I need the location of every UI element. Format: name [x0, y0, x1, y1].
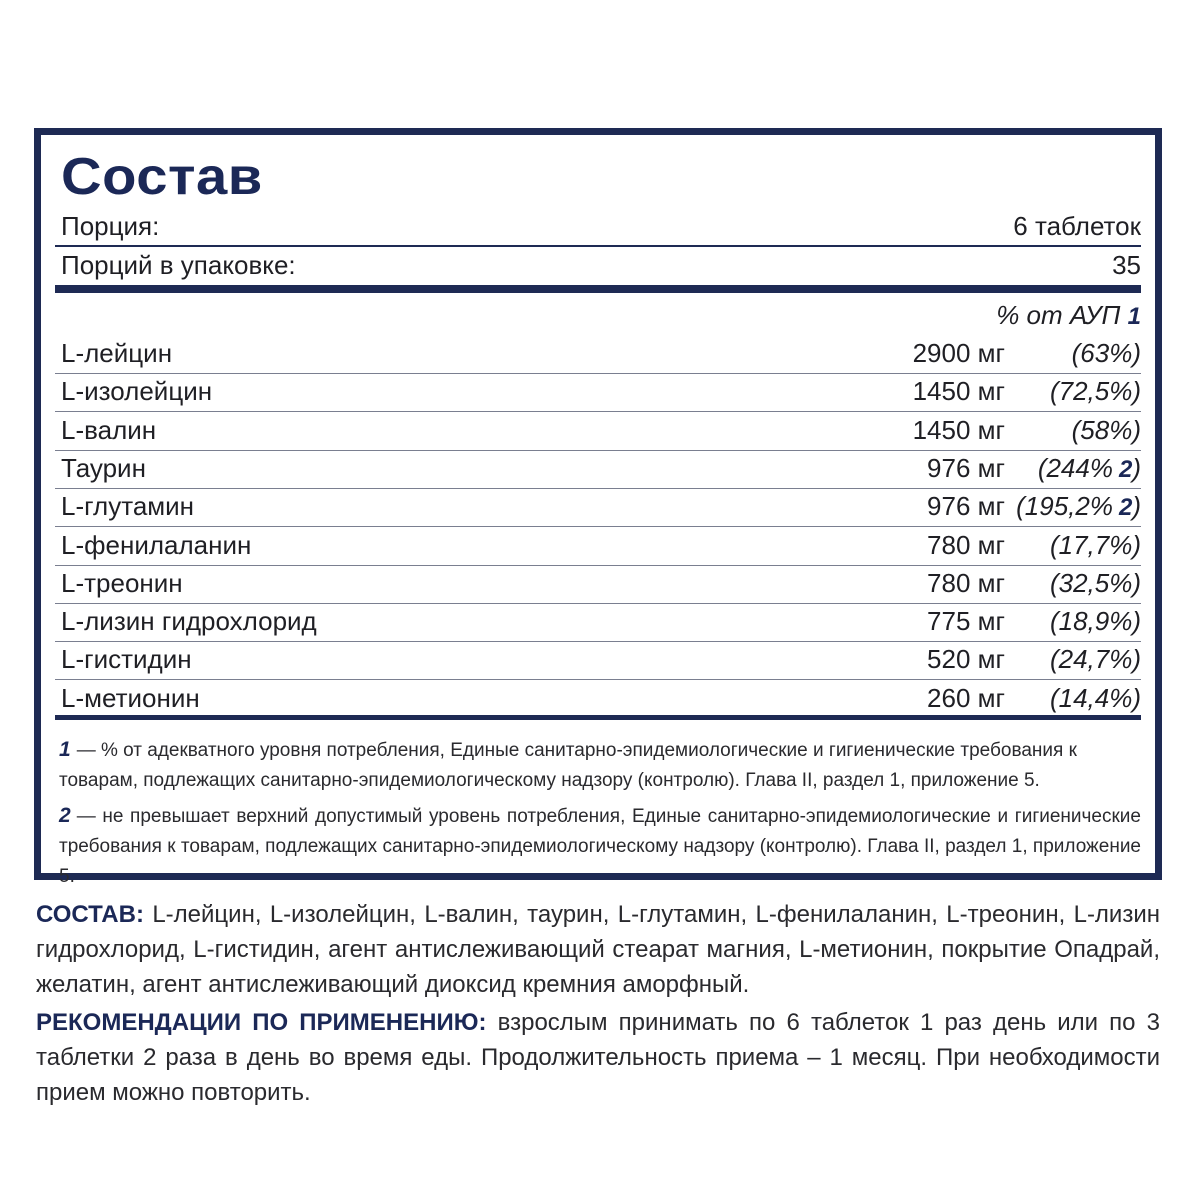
- ingredient-percent-value: (72,5%): [1049, 376, 1141, 407]
- row-divider: [55, 411, 1141, 412]
- usage-body: взрослым принимать по 6 таблеток 1 раз день или по 3 таблетки 2 раза в день во время еды. Продолжительность приема – 1 месяц. При необходимости прием можно повторить.: [36, 1009, 1161, 1106]
- row-divider: [55, 450, 1141, 451]
- ingredient-percent-value: (32,5%): [1049, 567, 1141, 598]
- row-divider: [55, 679, 1141, 680]
- portion-label: Порция:: [61, 211, 160, 241]
- footnote-number: 2: [59, 804, 71, 827]
- usage-text: [36, 1005, 1160, 1110]
- ingredient-amount: 1450 мг: [912, 376, 1005, 407]
- row-divider: [55, 373, 1141, 374]
- usage-heading: РЕКОМЕНДАЦИИ ПО ПРИМЕНЕНИЮ:: [36, 1009, 487, 1036]
- ingredient-name: L-фенилаланин: [61, 529, 252, 560]
- ingredient-name: L-лизин гидрохлорид: [61, 606, 317, 637]
- ingredient-amount: 775 мг: [927, 606, 1005, 637]
- ingredient-percent: [1071, 414, 1141, 445]
- thick-divider: [55, 285, 1141, 293]
- row-divider: [55, 526, 1141, 527]
- ingredient-percent: [1049, 567, 1141, 598]
- ingredient-name: L-глутамин: [61, 491, 195, 522]
- ingredient-percent: [1049, 376, 1141, 407]
- row-divider: [55, 603, 1141, 604]
- ingredient-percent-value: (195,2%: [1016, 491, 1113, 522]
- row-divider: [55, 641, 1141, 642]
- ingredient-name: L-лейцин: [61, 338, 173, 368]
- ingredient-amount: 520 мг: [927, 644, 1005, 675]
- composition-panel: [34, 128, 1162, 887]
- ingredient-percent: [1037, 452, 1141, 483]
- ingredient-name: L-метионин: [61, 682, 200, 713]
- panel-inner: [55, 135, 1141, 887]
- portions-per-pack-value: 35: [1112, 250, 1141, 280]
- ingredient-name: L-гистидин: [61, 644, 192, 675]
- composition-heading: СОСТАВ:: [36, 901, 144, 928]
- ingredient-percent-value: (18,9%): [1049, 606, 1141, 637]
- ingredient-percent-value: (244%: [1037, 452, 1113, 483]
- ingredient-amount: 780 мг: [927, 529, 1005, 560]
- ingredient-name: L-изолейцин: [61, 376, 213, 407]
- ingredient-percent: [1072, 340, 1141, 366]
- footnote-text: — не превышает верхний допустимый уровень потребления, Единые санитарно-эпидемиологические и гигиенические требования к товарам, подлежащих санитарно-эпидемиологическому надзору (контролю). Глава II, раздел 1, приложение 5.: [59, 806, 1141, 887]
- ingredient-percent: [1049, 682, 1141, 713]
- pct-header-note: 1: [1127, 303, 1141, 330]
- ingredient-amount: 780 мг: [927, 567, 1005, 598]
- ingredient-percent-value: (24,7%): [1049, 644, 1141, 675]
- ingredient-percent-value: (63%): [1071, 338, 1141, 368]
- ingredient-percent-value: (14,4%): [1049, 682, 1141, 713]
- row-divider: [55, 565, 1141, 566]
- ingredient-amount: 2900 мг: [912, 338, 1005, 368]
- footnote-1: [59, 735, 1141, 796]
- ingredient-percent-close: ): [1132, 452, 1141, 483]
- footnote-text: — % от адекватного уровня потребления, Единые санитарно-эпидемиологические и гигиенические требования к товарам, подлежащих санитарно-эпидемиологическому надзору (контролю). Глава II, раздел 1, приложение 5.: [59, 740, 1077, 791]
- ingredient-percent: [1049, 644, 1141, 675]
- composition-body: L-лейцин, L-изолейцин, L-валин, таурин, L-глутамин, L-фенилаланин, L-треонин, L-лизин гидрохлорид, L-гистидин, агент антислеживающий стеарат магния, L-метионин, покрытие Опадрай, желатин, агент антислеживающий диоксид кремния аморфный.: [36, 901, 1161, 998]
- ingredient-name: L-валин: [61, 414, 157, 445]
- ingredient-amount: 976 мг: [927, 452, 1005, 483]
- ingredient-percent-value: (58%): [1071, 414, 1141, 445]
- ingredient-name: L-треонин: [61, 567, 183, 598]
- ingredient-percent: [1016, 493, 1141, 520]
- ingredient-percent-value: (17,7%): [1049, 529, 1141, 560]
- footnote-2: [59, 801, 1141, 892]
- composition-text: [36, 897, 1160, 1002]
- panel-title: Состав: [61, 148, 263, 206]
- divider: [55, 245, 1141, 247]
- row-divider: [55, 488, 1141, 489]
- pct-header-label: % от АУП: [996, 300, 1121, 330]
- ingredient-percent: [1049, 606, 1141, 637]
- ingredient-name: Таурин: [61, 452, 146, 483]
- thick-divider: [55, 715, 1141, 720]
- portions-per-pack-label: Порций в упаковке:: [61, 250, 296, 280]
- ingredient-amount: 260 мг: [927, 682, 1005, 713]
- ingredient-amount: 1450 мг: [912, 414, 1005, 445]
- pct-header: [996, 302, 1141, 329]
- ingredient-percent-close: ): [1132, 491, 1141, 522]
- ingredient-percent-note: 2: [1118, 494, 1133, 522]
- ingredient-percent: [1049, 529, 1141, 560]
- footnote-number: 1: [59, 738, 71, 761]
- ingredient-amount: 976 мг: [927, 491, 1005, 522]
- ingredient-percent-note: 2: [1118, 455, 1133, 483]
- portion-value: 6 таблеток: [1013, 211, 1141, 241]
